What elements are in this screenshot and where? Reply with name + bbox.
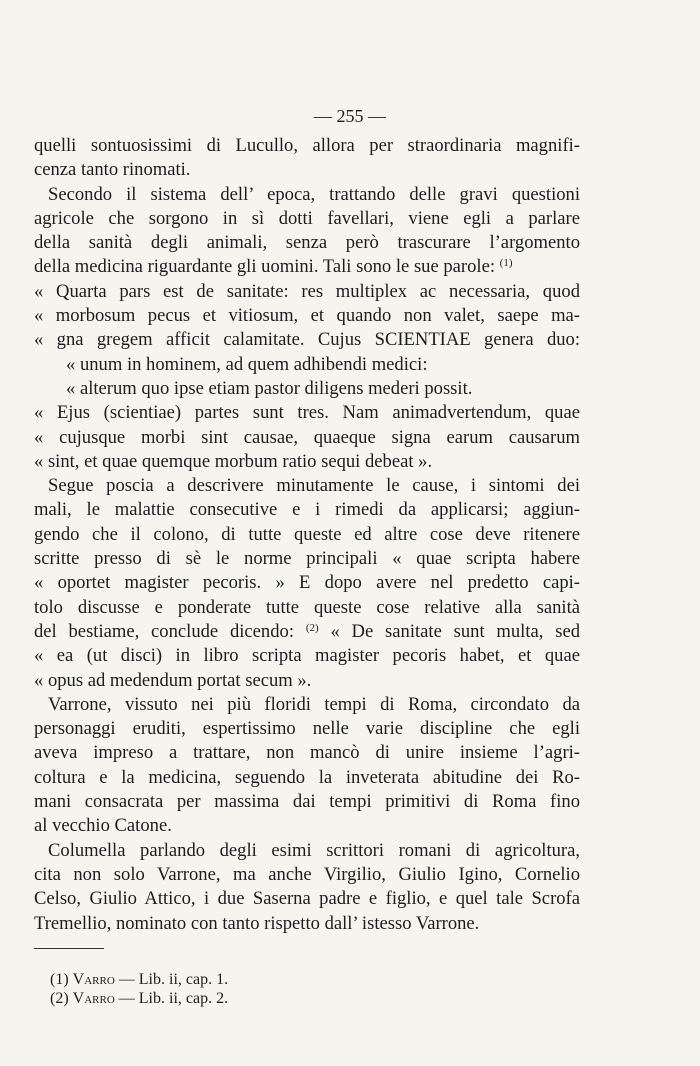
text-line: « morbosum pecus et vitiosum, et quando non valet, saepe ma- bbox=[34, 305, 580, 327]
text-line: Secondo il sistema dell’ epoca, trattando delle gravi questioni bbox=[48, 183, 580, 205]
text-line: cenza tanto rinomati. bbox=[34, 159, 191, 181]
text-line: Columella parlando degli esimi scrittori romani di agricoltura, bbox=[48, 839, 580, 861]
text-line: gendo che il colono, di tutte queste ed altre cose deve ritenere bbox=[34, 523, 580, 545]
text-line: « unum in hominem, ad quem adhibendi medici: bbox=[66, 353, 428, 375]
text-line: mali, le malattie consecutive e i rimedi da applicarsi; aggiun- bbox=[34, 499, 580, 521]
text-line: scritte presso di sè le norme principali « quae scripta habere bbox=[34, 548, 580, 570]
footnote-mark: (2) bbox=[305, 621, 319, 634]
text-line: « cujusque morbi sint causae, quaeque signa earum causarum bbox=[34, 426, 580, 448]
text-line: personaggi eruditi, espertissimo nelle varie discipline che egli bbox=[34, 718, 580, 740]
footnote-author: Varro bbox=[72, 990, 115, 1007]
text-line: « Quarta pars est de sanitate: res multiplex ac necessaria, quod bbox=[34, 280, 580, 302]
text-line-with-note bbox=[34, 255, 580, 279]
text-line: aveva impreso a trattare, non mancò di unire insieme l’agri- bbox=[34, 742, 580, 764]
footnote-mark: (2) bbox=[50, 990, 69, 1007]
text-line: mani consacrata per massima dai tempi primitivi di Roma fino bbox=[34, 791, 580, 813]
text-line: Tremellio, nominato con tanto rispetto dall’ istesso Varrone. bbox=[34, 912, 480, 934]
text-line: « opus ad medendum portat secum ». bbox=[34, 669, 312, 691]
text-line: agricole che sorgono in sì dotti favellari, viene egli a parlare bbox=[34, 207, 580, 229]
text-line: « gna gregem afficit calamitate. Cujus SCIENTIAE genera duo: bbox=[34, 329, 580, 351]
text-line: « sint, et quae quemque morbum ratio sequi debeat ». bbox=[34, 450, 433, 472]
text-line: coltura e la medicina, seguendo la inveterata abitudine dei Ro- bbox=[34, 766, 580, 788]
footnote-reference: — Lib. ii, cap. 1. bbox=[118, 971, 229, 988]
footnote-divider bbox=[34, 948, 104, 949]
text-line: « De sanitate sunt multa, sed bbox=[330, 620, 580, 642]
text-line: cita non solo Varrone, ma anche Virgilio, Giulio Igino, Cornelio bbox=[34, 863, 580, 885]
page-number: — 255 — bbox=[314, 106, 386, 126]
text-line: del bestiame, conclude dicendo: bbox=[34, 620, 294, 642]
footnote-mark: (1) bbox=[499, 257, 513, 270]
text-line: Segue poscia a descrivere minutamente le cause, i sintomi dei bbox=[48, 475, 580, 497]
text-line: della sanità degli animali, senza però trascurare l’argomento bbox=[34, 232, 580, 254]
text-line: al vecchio Catone. bbox=[34, 815, 172, 837]
text-line: Celso, Giulio Attico, i due Saserna padre e figlio, e quel tale Scrofa bbox=[34, 888, 580, 910]
footnote-2 bbox=[50, 989, 228, 1009]
footnote-mark: (1) bbox=[50, 971, 69, 988]
footnote-author: Varro bbox=[72, 971, 115, 988]
text-line: « alterum quo ipse etiam pastor diligens mederi possit. bbox=[66, 377, 473, 399]
text-line: tolo discusse e ponderate tutte queste cose relative alla sanità bbox=[34, 596, 580, 618]
footnote-1 bbox=[50, 970, 228, 990]
body-text bbox=[34, 134, 580, 936]
text-line: Varrone, vissuto nei più floridi tempi di Roma, circondato da bbox=[48, 693, 580, 715]
text-line: « Ejus (scientiae) partes sunt tres. Nam animadvertendum, quae bbox=[34, 402, 580, 424]
text-line-with-note bbox=[34, 620, 580, 644]
text-line: « ea (ut disci) in libro scripta magister pecoris habet, et quae bbox=[34, 645, 580, 667]
text-line: quelli sontuosissimi di Lucullo, allora per straordinaria magnifi- bbox=[34, 135, 580, 156]
text-line: « oportet magister pecoris. » E dopo avere nel predetto capi- bbox=[34, 572, 580, 594]
footnote-reference: — Lib. ii, cap. 2. bbox=[118, 990, 229, 1007]
text-line: della medicina riguardante gli uomini. Tali sono le sue parole: bbox=[34, 256, 496, 278]
